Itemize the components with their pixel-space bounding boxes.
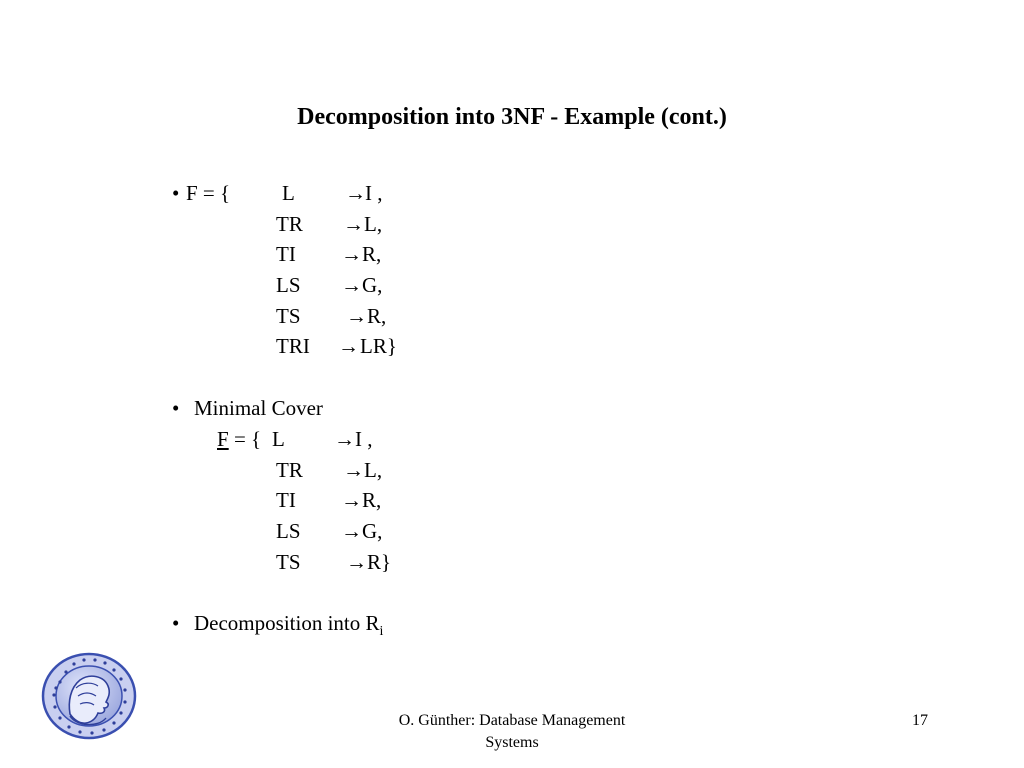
decomposition-text [194, 611, 383, 640]
fd-lhs: TI [276, 488, 296, 512]
fd-rhs: G, [362, 273, 383, 297]
fd-lhs: TS [276, 550, 301, 574]
humboldt-university-seal-icon [40, 652, 138, 740]
minimal-cover-heading: Minimal Cover [194, 396, 323, 420]
fd-rhs: L, [364, 458, 383, 482]
fd-rhs: R, [362, 488, 382, 512]
fd-lhs: TI [276, 242, 296, 266]
bullet: • [172, 396, 180, 420]
fd-rhs: LR} [360, 334, 397, 358]
f-prefix: F = { [186, 181, 231, 205]
fd-rhs: R, [362, 242, 382, 266]
footer-author-line1: O. Günther: Database Management [398, 712, 626, 729]
arrow-icon: → [343, 212, 364, 236]
fd-lhs: L [272, 427, 285, 451]
fd-rhs: L, [364, 212, 383, 236]
bullet: • [172, 181, 180, 205]
arrow-icon: → [334, 427, 355, 451]
decomposition-label: Decomposition into R [194, 611, 380, 635]
arrow-icon: → [341, 273, 362, 297]
bullet: • [172, 611, 180, 635]
slide-title: Decomposition into 3NF - Example (cont.) [297, 104, 727, 130]
fd-lhs: LS [276, 519, 301, 543]
arrow-icon: → [343, 458, 364, 482]
fd-lhs: LS [276, 273, 301, 297]
fd-rhs: G, [362, 519, 383, 543]
fd-lhs: TS [276, 304, 301, 328]
arrow-icon: → [346, 304, 367, 328]
fd-lhs: TRI [276, 334, 310, 358]
fd-lhs: TR [276, 458, 303, 482]
arrow-icon: → [345, 181, 366, 205]
arrow-icon: → [346, 550, 367, 574]
eq-brace: = { [228, 427, 262, 451]
arrow-icon: → [341, 488, 362, 512]
arrow-icon: → [341, 519, 362, 543]
fd-rhs: R} [367, 550, 392, 574]
minimal-cover-prefix [217, 427, 261, 452]
decomposition-subscript: i [379, 624, 384, 639]
fd-rhs: R, [367, 304, 387, 328]
fd-rhs: I , [355, 427, 373, 451]
page-number: 17 [912, 712, 928, 729]
f-bar-var: F [217, 427, 229, 451]
fd-lhs: L [282, 181, 295, 205]
arrow-icon: → [338, 334, 359, 358]
fd-lhs: TR [276, 212, 303, 236]
fd-rhs: I , [365, 181, 383, 205]
footer-author-line2: Systems [485, 734, 539, 751]
arrow-icon: → [341, 242, 362, 266]
footer-author [362, 710, 662, 754]
